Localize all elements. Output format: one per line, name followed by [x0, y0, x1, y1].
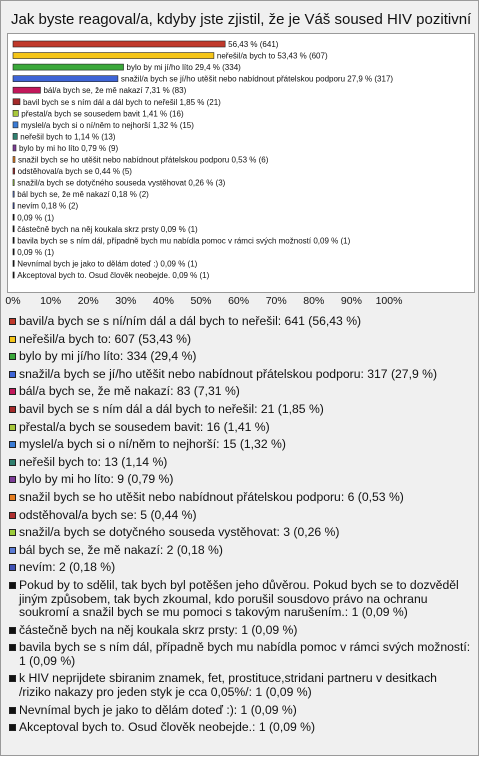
bar-4 [13, 76, 118, 82]
legend-swatch [9, 582, 16, 589]
legend-item [9, 385, 471, 399]
legend-label: bylo by mi ho líto: 9 (0,79 %) [19, 472, 174, 487]
legend-label: bavila bych se s ním dál, případně bych mu nabídla pomoc v rámci svých možností: 1 (0,09 %) [19, 640, 471, 668]
bar-14 [13, 191, 14, 197]
bar-8 [13, 122, 18, 128]
legend-item [9, 491, 471, 505]
legend-swatch [9, 476, 16, 483]
legend-item [9, 561, 471, 575]
legend-item [9, 624, 471, 638]
legend-label: neřešil bych to: 13 (1,14 %) [19, 454, 168, 469]
bar-11 [13, 157, 15, 163]
legend-swatch [9, 406, 16, 413]
legend-label: snažil/a bych se dotyčného souseda vystěhovat: 3 (0,26 %) [19, 525, 340, 540]
x-tick-label: 10% [40, 295, 62, 307]
legend-swatch [9, 441, 16, 448]
bar-label-2: neřešil/a bych to 53,43 % (607) [216, 51, 328, 61]
legend-swatch [9, 627, 16, 634]
bar-label-14: bál bych se, že mě nakazí 0,18 % (2) [17, 190, 149, 200]
legend-item [9, 641, 471, 668]
bar-16 [13, 214, 14, 220]
legend-label: neřešil/a bych to: 607 (53,43 %) [19, 331, 192, 346]
bar-12 [13, 168, 15, 174]
bar-label-17: částečně bych na něj koukala skrz prsty 0,09 % (1) [17, 224, 198, 234]
x-tick-label: 30% [115, 295, 137, 307]
legend-swatch [9, 371, 16, 378]
legend-label: bylo by mi jí/ho líto: 334 (29,4 %) [19, 349, 197, 364]
x-tick-label: 100% [375, 295, 403, 307]
bar-13 [13, 180, 14, 186]
legend-swatch [9, 336, 16, 343]
legend-label: Pokud by to sdělil, tak bych byl potěšen jeho důvěrou. Pokud bych se to dozvěděl jiným způsobem, tak bych zkoumal, kdo porušil sousdovo právo na ochranu soukromí a snažil bych se mu pomoci s takovým narušením.: 1 (0,09 %) [19, 577, 459, 620]
legend-label: snažil bych se ho utěšit nebo nabídnout přátelskou podporu: 6 (0,53 %) [19, 489, 404, 504]
legend-item [9, 403, 471, 417]
bar-label-7: přestal/a bych se sousedem bavit 1,41 % (16) [21, 109, 184, 119]
bar-1 [13, 41, 225, 47]
x-tick-label: 20% [77, 295, 99, 307]
legend-label: bavil bych se s ním dál a dál bych to neřešil: 21 (1,85 %) [19, 401, 324, 416]
legend-item [9, 526, 471, 540]
bar-label-11: snažil bych se ho utěšit nebo nabídnout přátelskou podporu 0,53 % (6) [17, 155, 269, 165]
legend-item [9, 333, 471, 347]
legend-item [9, 473, 471, 487]
legend-swatch [9, 724, 16, 731]
legend-label: bál/a bych se, že mě nakazí: 83 (7,31 %) [19, 384, 240, 399]
x-tick-label: 0% [5, 295, 21, 307]
legend-swatch [9, 547, 16, 554]
legend-label: snažil/a bych se jí/ho utěšit nebo nabídnout přátelskou podporu: 317 (27,9 %) [19, 366, 438, 381]
legend-item [9, 350, 471, 364]
bar-3 [13, 64, 124, 70]
bar-label-19: 0,09 % (1) [17, 247, 55, 257]
legend-swatch [9, 388, 16, 395]
legend-item [9, 456, 471, 470]
legend-label: bavil/a bych se s ní/ním dál a dál bych to neřešil: 641 (56,43 %) [19, 314, 362, 328]
legend-item [9, 704, 471, 718]
bar-10 [13, 145, 16, 151]
legend-label: Nevnímal bych je jako to dělám doteď :): 1 (0,09 %) [19, 702, 297, 717]
chart-title: Jak byste reagoval/a, kdyby jste zjistil, že je Váš soused HIV pozitivní [11, 11, 472, 28]
x-tick-label: 60% [228, 295, 250, 307]
legend-label: myslel/a bych si o ní/něm to nejhorší: 15 (1,32 %) [19, 437, 286, 452]
legend-swatch [9, 512, 16, 519]
legend-label: k HIV neprijdete sbiranim znamek, fet, prostituce,stridani partneru v desitkach /rizikо nakazy pro jeden styk je cca 0,05%/: 1 (0,09 %) [19, 671, 437, 700]
legend-swatch [9, 353, 16, 360]
bar-15 [13, 203, 14, 209]
bar-label-21: Akceptoval bych to. Osud člověk neobejde. 0,09 % (1) [17, 271, 210, 280]
legend-label: nevím: 2 (0,18 %) [19, 560, 116, 575]
legend-swatch [9, 564, 16, 571]
bar-label-16: 0,09 % (1) [17, 213, 55, 223]
bar-label-6: bavil bych se s ním dál a dál bych to neřešil 1,85 % (21) [22, 97, 221, 107]
bar-label-8: myslel/a bych si o ní/něm to nejhorší 1,32 % (15) [20, 120, 194, 130]
legend-label: odstěhoval/a bych se: 5 (0,44 %) [19, 507, 197, 522]
legend-swatch [9, 529, 16, 536]
bar-5 [13, 87, 40, 93]
bar-7 [13, 110, 18, 116]
legend [9, 315, 471, 739]
bar-2 [13, 53, 214, 59]
legend-item [9, 672, 471, 699]
bar-21 [13, 272, 14, 278]
bar-label-12: odstěhoval/a bych se 0,44 % (5) [17, 167, 132, 177]
x-tick-label: 40% [152, 295, 174, 307]
legend-swatch [9, 318, 16, 325]
bar-label-20: Nevnímal bych je jako to dělám doteď :) 0,09 % (1) [17, 259, 198, 269]
legend-item [9, 421, 471, 435]
bar-6 [13, 99, 20, 105]
legend-swatch [9, 494, 16, 501]
bar-9 [13, 133, 17, 139]
bar-18 [13, 237, 14, 243]
legend-item [9, 579, 471, 620]
legend-swatch [9, 644, 16, 651]
bar-label-18: bavila bych se s ním dál, případně bych mu nabídla pomoc v rámci svých možností 0,09 % (1) [17, 236, 351, 246]
legend-label: přestal/a bych se sousedem bavit: 16 (1,41 %) [19, 419, 270, 434]
bar-label-15: nevím 0,18 % (2) [17, 201, 79, 211]
legend-label: Akceptoval bych to. Osud člověk neobejde.: 1 (0,09 %) [19, 720, 316, 735]
legend-item [9, 368, 471, 382]
legend-label: částečně bych na něj koukala skrz prsty: 1 (0,09 %) [19, 622, 298, 637]
legend-swatch [9, 424, 16, 431]
bar-label-5: bál/a bych se, že mě nakazí 7,31 % (83) [43, 86, 187, 96]
bar-label-3: bylo by mi jí/ho líto 29,4 % (334) [126, 63, 241, 73]
bar-label-1: 56,43 % (641) [228, 40, 279, 49]
bar-label-13: snažil/a bych se dotyčného souseda vystěhovat 0,26 % (3) [17, 178, 226, 188]
x-tick-label: 70% [265, 295, 287, 307]
bar-label-4: snažil/a bych se jí/ho utěšit nebo nabídnout přátelskou podporu 27,9 % (317) [120, 74, 394, 84]
bar-19 [13, 249, 14, 255]
x-tick-label: 50% [190, 295, 212, 307]
legend-item [9, 315, 471, 329]
legend-label: bál bych se, že mě nakazí: 2 (0,18 %) [19, 542, 223, 557]
bar-20 [13, 260, 14, 266]
bar-chart [1, 1, 479, 311]
bar-label-10: bylo by mi ho líto 0,79 % (9) [18, 143, 119, 153]
legend-item [9, 509, 471, 523]
bar-17 [13, 226, 14, 232]
x-tick-label: 90% [340, 295, 362, 307]
legend-swatch [9, 675, 16, 682]
bar-label-9: neřešil bych to 1,14 % (13) [20, 132, 116, 142]
legend-swatch [9, 459, 16, 466]
legend-swatch [9, 707, 16, 714]
legend-item [9, 544, 471, 558]
x-tick-label: 80% [303, 295, 325, 307]
legend-item [9, 438, 471, 452]
legend-item [9, 721, 471, 735]
